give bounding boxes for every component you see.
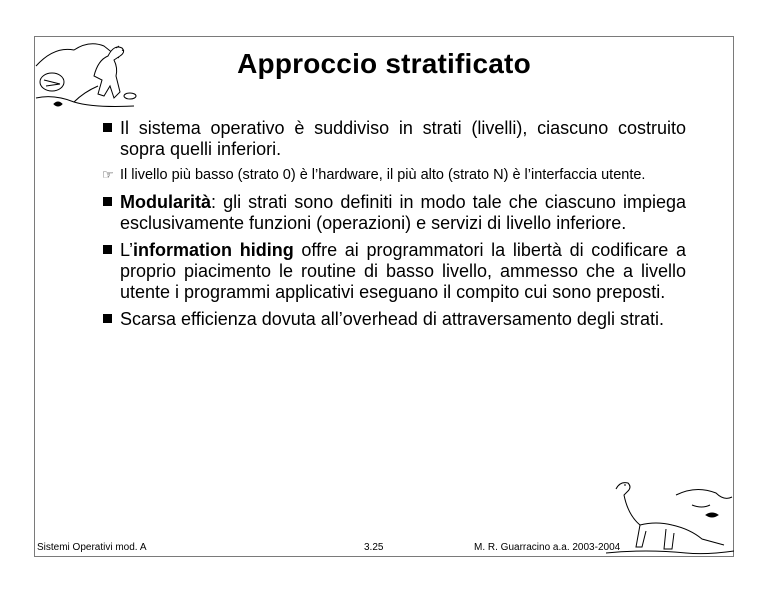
slide-title: Approccio stratificato: [237, 48, 531, 79]
bullet-item: [58, 240, 686, 303]
footer-author: M. R. Guarracino a.a. 2003-2004: [474, 542, 621, 553]
square-bullet-icon: [103, 245, 112, 254]
bullet-prefix: L’: [120, 240, 134, 260]
bullet-text: Scarsa efficienza dovuta all’overhead di attraversamento degli strati.: [120, 309, 664, 329]
square-bullet-icon: [103, 123, 112, 132]
bullet-item: [58, 309, 686, 330]
bullet-item: [58, 192, 686, 234]
bullet-text: Il sistema operativo è suddiviso in strati (livelli), ciascuno costruito sopra quelli inferiori.: [120, 118, 686, 159]
square-bullet-icon: [103, 197, 112, 206]
bullet-text: offre ai programmatori la libertà di codificare a proprio piacimento le routine di basso livello, ammesso che a livello utente i programmi applicativi eseguano il compito cui sono preposti.: [120, 240, 686, 302]
square-bullet-icon: [103, 314, 112, 323]
bullet-bold-term: information hiding: [133, 240, 294, 260]
bullet-item: [58, 118, 686, 160]
pointing-hand-icon: ☞: [102, 167, 114, 182]
sub-bullet-item: [58, 166, 686, 184]
slide-body: [58, 118, 686, 336]
sub-bullet-text: Il livello più basso (strato 0) è l’hardware, il più alto (strato N) è l’interfaccia utente.: [120, 167, 646, 183]
bullet-bold-term: Modularità: [120, 192, 212, 212]
bullet-text: : gli strati sono definiti in modo tale che ciascuno impiega esclusivamente funzioni (operazioni) e servizi di livello inferiore.: [120, 192, 686, 233]
dinosaur-bottomright-icon: [606, 475, 734, 557]
footer-course: Sistemi Operativi mod. A: [37, 542, 147, 553]
footer-page-number: 3.25: [364, 542, 384, 553]
